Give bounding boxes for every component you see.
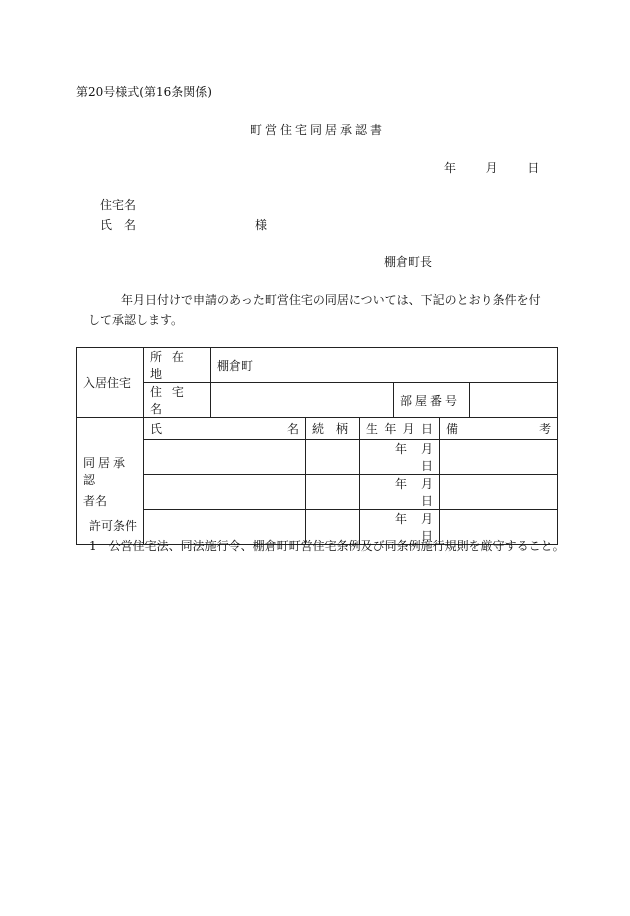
birth-day: 日 [420, 529, 433, 543]
document-title: 町営住宅同居承認書 [250, 123, 386, 137]
birth-day: 日 [420, 459, 433, 473]
honorific: 様 [255, 218, 268, 232]
remarks-label-2: 考 [539, 422, 552, 436]
date-month: 月 [485, 161, 498, 175]
room-number-label: 部屋番号 [394, 383, 470, 418]
housing-name-label: 住宅名 [100, 198, 137, 212]
birth-day: 日 [420, 494, 433, 508]
birth-month: 月 [420, 477, 433, 491]
condition-text: 公営住宅法、同法施行令、棚倉町町営住宅条例及び同条例施行規則を厳守すること。 [108, 539, 565, 553]
birth-label-3: 月 [402, 422, 415, 436]
cohabitant-remarks-cell [440, 475, 558, 510]
birth-label-2: 年 [384, 422, 397, 436]
cohabitant-relation-cell [306, 440, 360, 475]
section-housing-header: 入居住宅 [77, 348, 144, 418]
room-number-value [470, 383, 558, 418]
birth-label-4: 日 [420, 422, 433, 436]
cohabitant-birth-cell [360, 475, 440, 510]
cohabitant-header-line-1: 同居承認 [83, 455, 129, 487]
cohabitant-birth-cell [360, 440, 440, 475]
column-name-part-2: 名 [286, 422, 299, 436]
housing-name-value [211, 383, 394, 418]
location-label: 所 在 地 [144, 348, 211, 383]
birth-year: 年 [394, 477, 407, 491]
column-name [144, 418, 306, 440]
conditions-heading: 許可条件 [89, 519, 138, 533]
cohabitant-header-line-2: 者名 [83, 493, 108, 508]
birth-year: 年 [394, 442, 407, 456]
approval-table [76, 347, 558, 545]
column-birth [360, 418, 440, 440]
cohabitant-name-cell [144, 475, 306, 510]
date-year: 年 [444, 161, 457, 175]
recipient-name-label: 氏 名 [100, 218, 137, 232]
issuer: 棚倉町長 [384, 255, 433, 269]
column-name-part-1: 氏 [150, 422, 163, 436]
birth-year: 年 [394, 512, 407, 526]
cohabitant-remarks-cell [440, 440, 558, 475]
column-relation: 続 柄 [306, 418, 360, 440]
birth-label-1: 生 [366, 422, 379, 436]
body-text-line-1: 年月日付けで申請のあった町営住宅の同居については、下記のとおり条件を付 [121, 293, 541, 307]
form-number: 第20号様式(第16条関係) [76, 85, 212, 99]
table-row [77, 475, 558, 510]
location-value: 棚倉町 [211, 348, 558, 383]
cohabitant-name-cell [144, 440, 306, 475]
table-row [77, 440, 558, 475]
birth-month: 月 [420, 512, 433, 526]
cohabitant-relation-cell [306, 475, 360, 510]
column-remarks [440, 418, 558, 440]
condition-number: 1 [89, 539, 97, 553]
date-line [444, 162, 539, 174]
birth-month: 月 [420, 442, 433, 456]
housing-name-cell-label: 住 宅 名 [144, 383, 211, 418]
condition-item [89, 540, 565, 552]
remarks-label-1: 備 [446, 422, 459, 436]
date-day: 日 [527, 161, 540, 175]
body-text-line-2: して承認します。 [88, 313, 184, 327]
